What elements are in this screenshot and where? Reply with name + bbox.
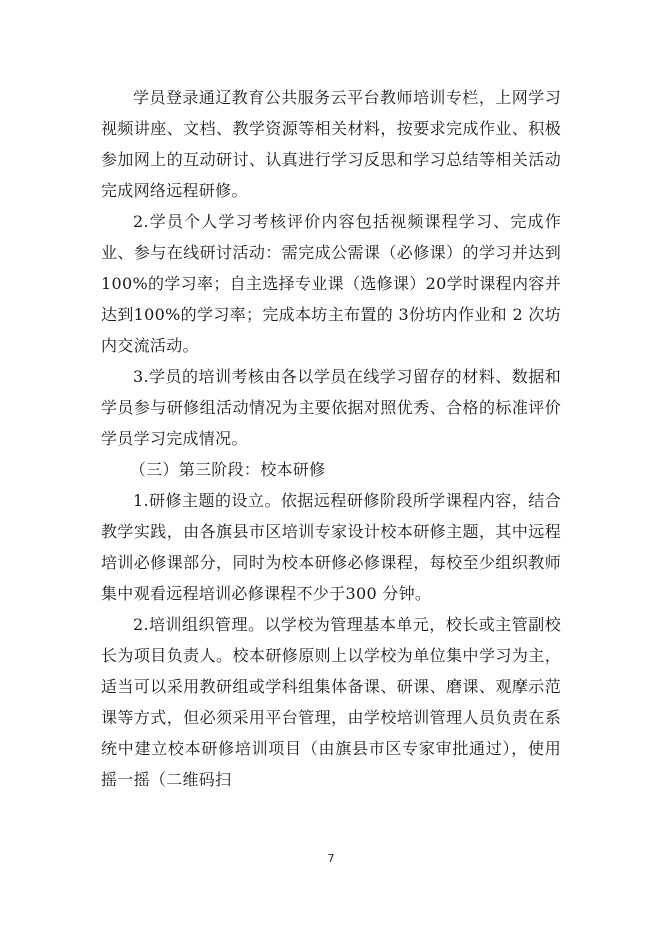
page-number: 7 <box>327 852 335 865</box>
paragraph-assessment-basis: 3.学员的培训考核由各以学员在线学习留存的材料、数据和学员参与研修组活动情况为主要依据对照优秀、合格的标准评价学员学习完成情况。 <box>101 367 561 448</box>
body-text <box>101 82 561 795</box>
paragraph-assessment-content: 2.学员个人学习考核评价内容包括视频课程学习、完成作业、参与在线研讨活动：需完成公需课（必修课）的学习并达到 100%的学习率；自主选择专业课（选修课）20学时课程内容并达到100%的学习率；完成本坊主布置的 3份坊内作业和 2 次坊内交流活动。 <box>101 212 561 355</box>
paragraph-research-topic: 1.研修主题的设立。依据远程研修阶段所学课程内容，结合教学实践，由各旗县市区培训专家设计校本研修主题，其中远程培训必修课部分，同时为校本研修必修课程，每校至少组织教师集中观看远程培训必修课程不少于300 分钟。 <box>101 491 561 603</box>
section-heading-stage-three: （三）第三阶段：校本研修 <box>129 460 326 479</box>
paragraph-online-study: 学员登录通辽教育公共服务云平台教师培训专栏，上网学习视频讲座、文档、教学资源等相关材料，按要求完成作业、积极参加网上的互动研讨、认真进行学习反思和学习总结等相关活动完成网络远程研修。 <box>101 88 561 200</box>
paragraph-training-management: 2.培训组织管理。以学校为管理基本单元，校长或主管副校长为项目负责人。校本研修原则上以学校为单位集中学习为主，适当可以采用教研组或学科组集体备课、研课、磨课、观摩示范课等方式，但必须采用平台管理，由学校培训管理人员负责在系统中建立校本研修培训项目（由旗县市区专家审批通过），使用摇一摇（二维码扫 <box>101 615 561 789</box>
